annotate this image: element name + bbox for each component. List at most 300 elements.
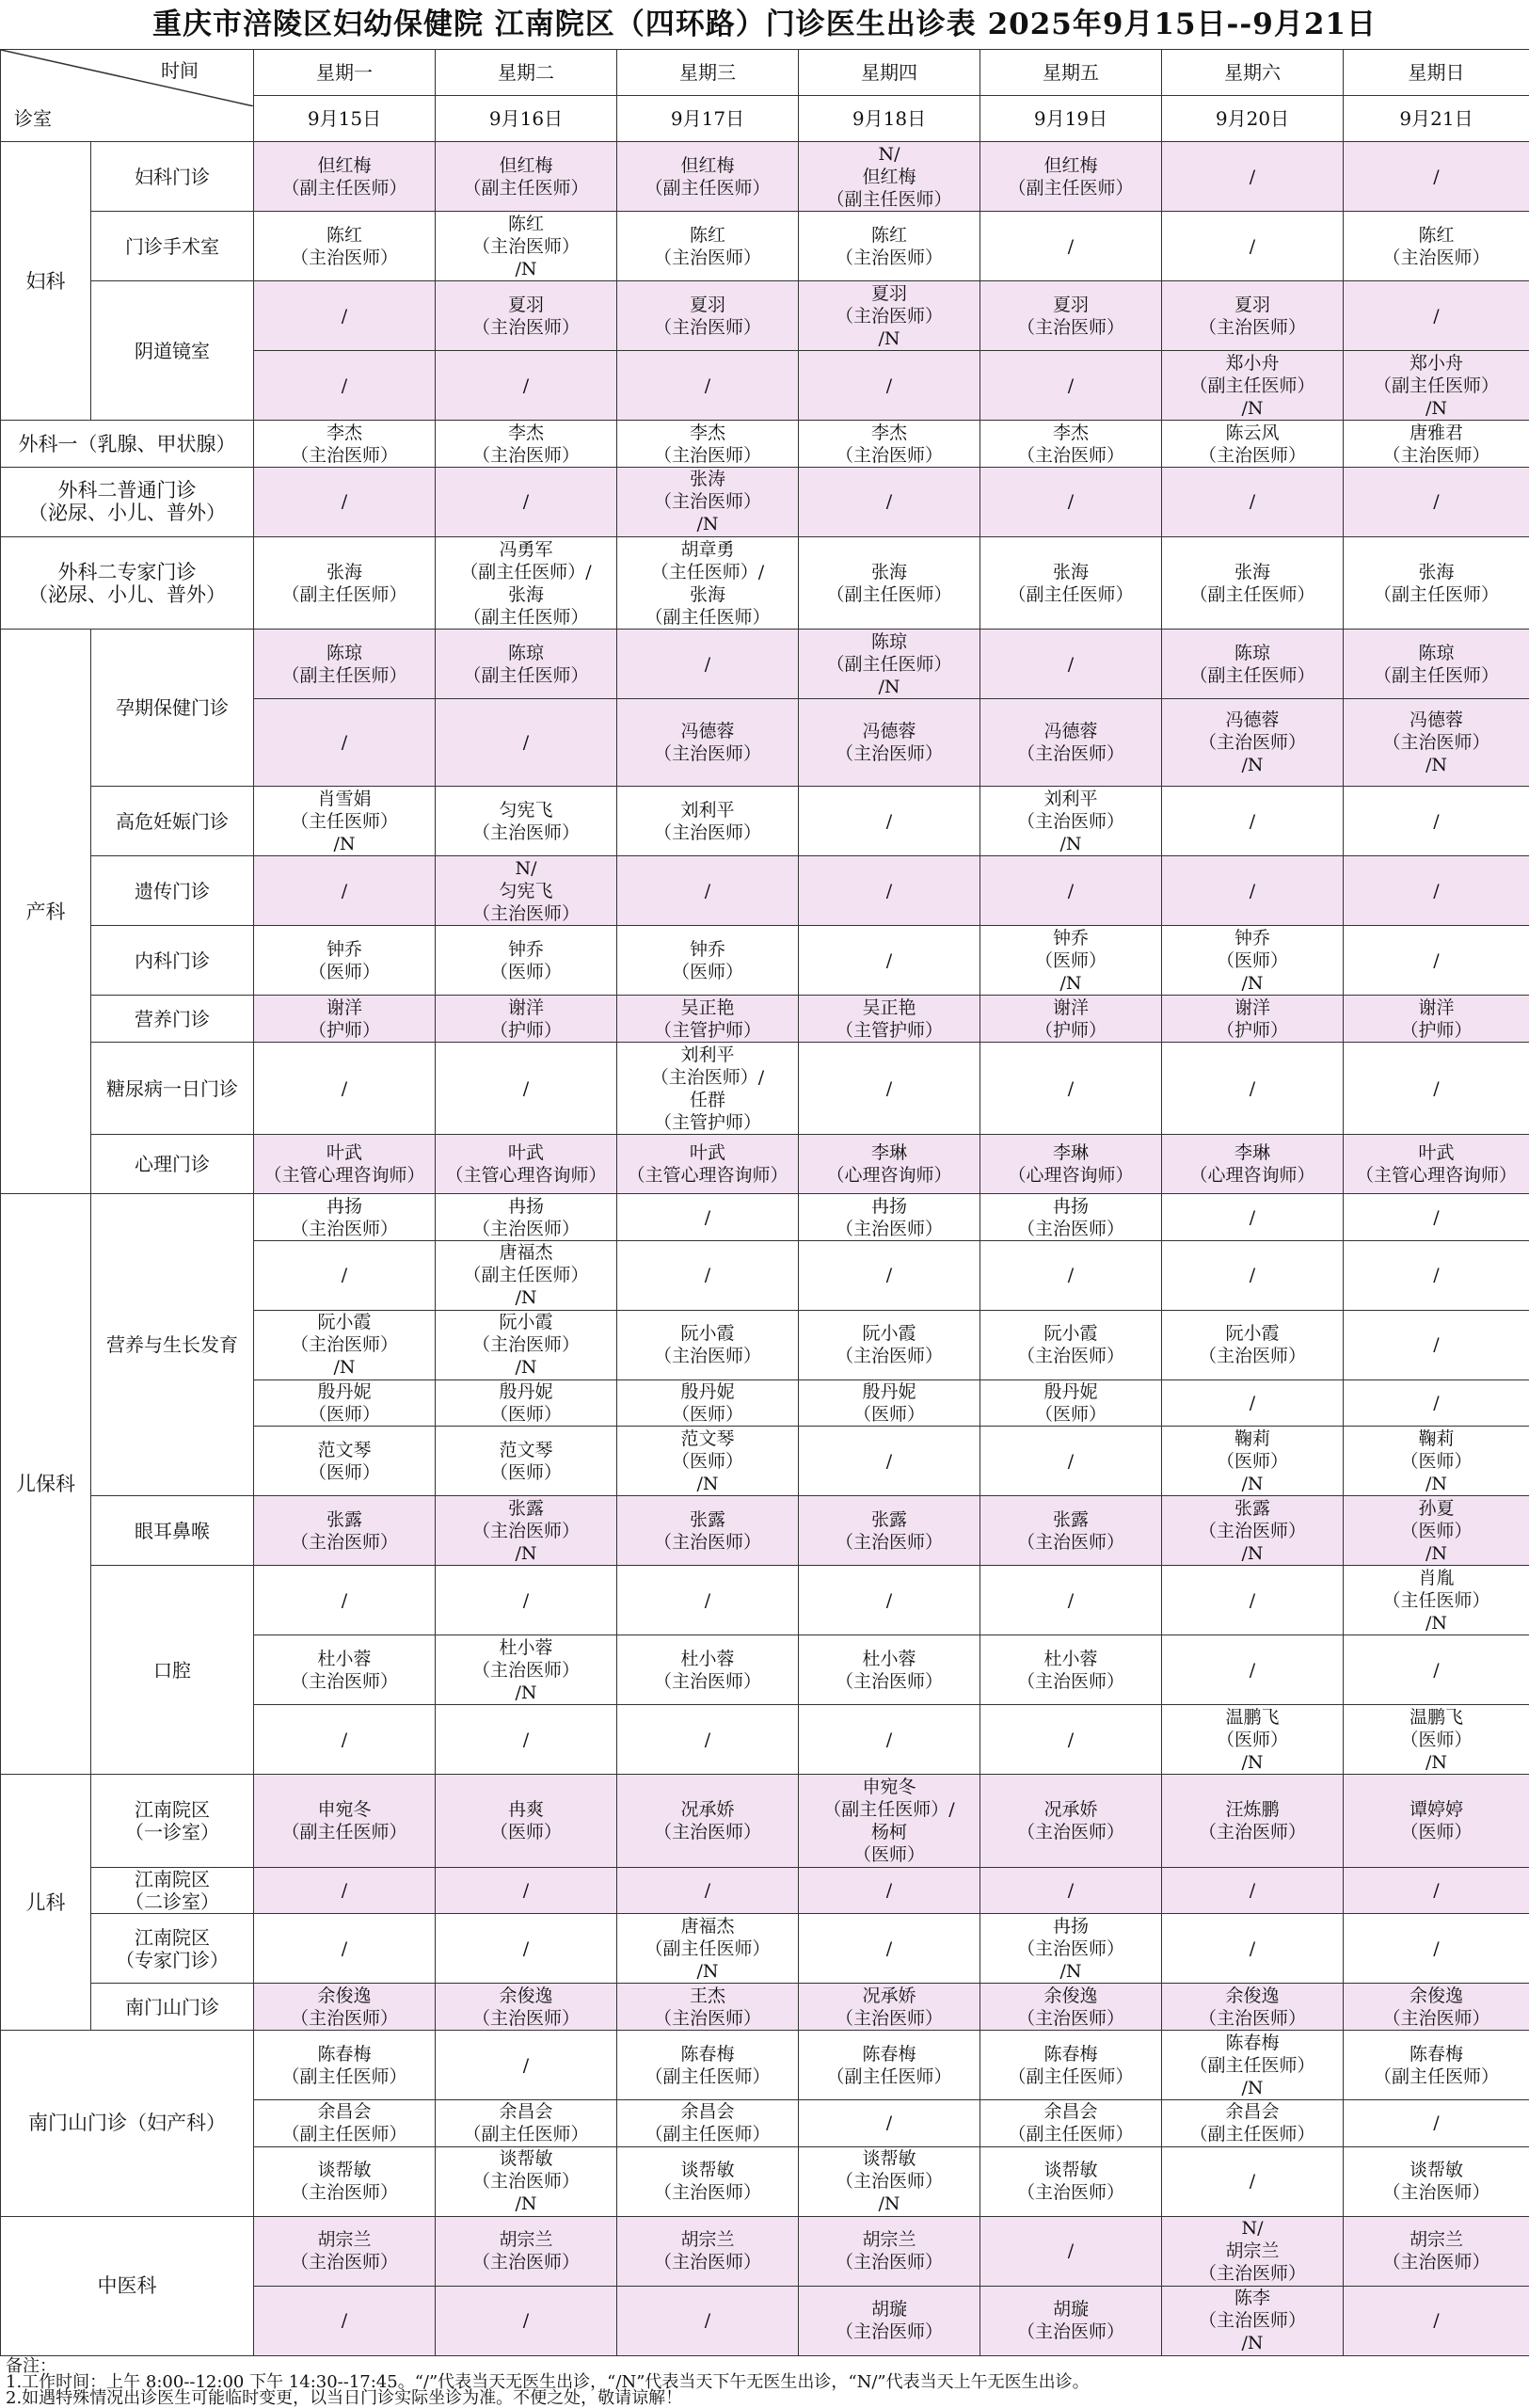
schedule-cell: 李琳 （心理咨询师） [799, 1135, 980, 1194]
schedule-cell: 张露 （主治医师） [254, 1496, 436, 1566]
schedule-cell: 唐福杰 （副主任医师） /N [436, 1240, 617, 1310]
schedule-cell: 叶武 （主管心理咨询师） [254, 1135, 436, 1194]
schedule-cell: 殷丹妮 （医师） [254, 1379, 436, 1427]
schedule-cell: 刘利平 （主治医师）/ 任群 （主管护师） [617, 1043, 799, 1135]
schedule-cell: 谈帮敏 （主治医师） [617, 2146, 799, 2216]
schedule-row [1, 1135, 1529, 1194]
schedule-cell: 冯德蓉 （主治医师） /N [1162, 699, 1344, 787]
weekday-header: 星期六 [1162, 50, 1344, 96]
schedule-cell: 陈春梅 （副主任医师） /N [1162, 2031, 1344, 2100]
schedule-cell: / [254, 1043, 436, 1135]
schedule-cell: / [1344, 926, 1529, 996]
schedule-cell: / [1344, 1914, 1529, 1984]
schedule-cell: 谈帮敏 （主治医师） /N [436, 2146, 617, 2216]
schedule-cell: 胡璇 （主治医师） [980, 2286, 1162, 2355]
schedule-cell: / [617, 1867, 799, 1914]
date-header: 9月19日 [980, 96, 1162, 142]
schedule-cell: 但红梅 （副主任医师） [617, 142, 799, 212]
schedule-row [1, 2031, 1529, 2100]
dept-cell: 外科二专家门诊 （泌尿、小儿、普外） [1, 536, 254, 629]
schedule-cell: 胡宗兰 （主治医师） [436, 2216, 617, 2286]
schedule-cell: 陈春梅 （副主任医师） [1344, 2031, 1529, 2100]
schedule-cell: 叶武 （主管心理咨询师） [617, 1135, 799, 1194]
schedule-cell: 阮小霞 （主治医师） /N [254, 1310, 436, 1379]
schedule-cell: / [1344, 1310, 1529, 1379]
schedule-cell: 陈春梅 （副主任医师） [254, 2031, 436, 2100]
schedule-cell: / [980, 2216, 1162, 2286]
schedule-cell: / [1162, 856, 1344, 926]
schedule-cell: 谈帮敏 （主治医师） [254, 2146, 436, 2216]
dept-cell: 产科 [1, 630, 91, 1194]
schedule-cell: 陈琼 （副主任医师） [1344, 630, 1529, 699]
schedule-cell: / [1162, 142, 1344, 212]
schedule-cell: 冯德蓉 （主治医师） /N [1344, 699, 1529, 787]
schedule-cell: 殷丹妮 （医师） [436, 1379, 617, 1427]
schedule-cell: 钟乔 （医师） [617, 926, 799, 996]
schedule-cell: 陈琼 （副主任医师） /N [799, 630, 980, 699]
schedule-cell: 谢洋 （护师） [436, 996, 617, 1043]
schedule-cell: 李杰 （主治医师） [436, 421, 617, 468]
schedule-cell: 杜小蓉 （主治医师） [617, 1635, 799, 1705]
schedule-cell: 郑小舟 （副主任医师） /N [1344, 351, 1529, 421]
schedule-cell: 冉扬 （主治医师） [436, 1194, 617, 1241]
notes-line-1: 1.工作时间：上午 8:00--12:00 下午 14:30--17:45。“/”代表当天无医生出诊，“/N”代表当天下午无医生出诊，“N/”代表当天上午无医生出诊。 [6, 2374, 1523, 2390]
schedule-cell: 钟乔 （医师） [436, 926, 617, 996]
weekday-header: 星期二 [436, 50, 617, 96]
schedule-cell: / [1162, 1240, 1344, 1310]
schedule-cell: 冉扬 （主治医师） /N [980, 1914, 1162, 1984]
schedule-cell: / [617, 1566, 799, 1635]
schedule-cell: 阮小霞 （主治医师） [617, 1310, 799, 1379]
clinic-cell: 心理门诊 [91, 1135, 254, 1194]
schedule-cell: N/ 但红梅 （副主任医师） [799, 142, 980, 212]
schedule-cell: / [254, 1705, 436, 1775]
schedule-cell: 冯德蓉 （主治医师） [799, 699, 980, 787]
clinic-cell: 营养与生长发育 [91, 1194, 254, 1496]
clinic-cell: 孕期保健门诊 [91, 630, 254, 787]
schedule-cell: 胡宗兰 （主治医师） [254, 2216, 436, 2286]
schedule-cell: 冯勇军 （副主任医师）/ 张海 （副主任医师） [436, 536, 617, 629]
schedule-cell: / [799, 1240, 980, 1310]
schedule-cell: 余俊逸 （主治医师） [1162, 1984, 1344, 2031]
schedule-cell: 陈琼 （副主任医师） [1162, 630, 1344, 699]
schedule-cell: 唐雅君 （主治医师） [1344, 421, 1529, 468]
schedule-cell: 鞠莉 （医师） /N [1162, 1427, 1344, 1496]
schedule-cell: 谢洋 （护师） [1162, 996, 1344, 1043]
schedule-cell: 李杰 （主治医师） [617, 421, 799, 468]
dept-cell: 南门山门诊（妇产科） [1, 2031, 254, 2217]
schedule-cell: / [254, 699, 436, 787]
date-header: 9月21日 [1344, 96, 1529, 142]
schedule-cell: / [436, 1705, 617, 1775]
schedule-cell: 陈云风 （主治医师） [1162, 421, 1344, 468]
schedule-cell: 余昌会 （副主任医师） [254, 2100, 436, 2147]
clinic-cell: 妇科门诊 [91, 142, 254, 212]
schedule-cell: 陈春梅 （副主任医师） [617, 2031, 799, 2100]
schedule-cell: / [799, 926, 980, 996]
schedule-cell: 李杰 （主治医师） [254, 421, 436, 468]
schedule-cell: 申宛冬 （副主任医师）/ 杨柯 （医师） [799, 1775, 980, 1867]
schedule-cell: / [617, 1705, 799, 1775]
corner-header-cell [1, 50, 254, 142]
schedule-cell: 余俊逸 （主治医师） [980, 1984, 1162, 2031]
clinic-cell: 阴道镜室 [91, 281, 254, 421]
schedule-cell: 谈帮敏 （主治医师） /N [799, 2146, 980, 2216]
clinic-cell: 江南院区 （专家门诊） [91, 1914, 254, 1984]
schedule-cell: 张露 （主治医师） /N [436, 1496, 617, 1566]
schedule-cell: 李琳 （心理咨询师） [980, 1135, 1162, 1194]
schedule-cell: / [436, 699, 617, 787]
schedule-cell: / [1162, 1914, 1344, 1984]
schedule-cell: / [980, 467, 1162, 536]
schedule-cell: 阮小霞 （主治医师） /N [436, 1310, 617, 1379]
schedule-cell: 余俊逸 （主治医师） [1344, 1984, 1529, 2031]
schedule-cell: 阮小霞 （主治医师） [799, 1310, 980, 1379]
schedule-cell: 张涛 （主治医师） /N [617, 467, 799, 536]
schedule-cell: / [436, 2286, 617, 2355]
schedule-cell: / [799, 1427, 980, 1496]
schedule-cell: 刘利平 （主治医师） [617, 787, 799, 856]
schedule-cell: 杜小蓉 （主治医师） [254, 1635, 436, 1705]
schedule-cell: 冯德蓉 （主治医师） [617, 699, 799, 787]
schedule-row [1, 1775, 1529, 1867]
schedule-cell: / [980, 1705, 1162, 1775]
schedule-cell: / [436, 467, 617, 536]
dept-cell: 外科二普通门诊 （泌尿、小儿、普外） [1, 467, 254, 536]
schedule-cell: / [1162, 1566, 1344, 1635]
schedule-cell: 谈帮敏 （主治医师） [1344, 2146, 1529, 2216]
schedule-cell: / [254, 1566, 436, 1635]
schedule-cell: / [1162, 2146, 1344, 2216]
schedule-cell: / [254, 856, 436, 926]
schedule-cell: 陈琼 （副主任医师） [254, 630, 436, 699]
schedule-row [1, 142, 1529, 212]
schedule-cell: 李杰 （主治医师） [799, 421, 980, 468]
schedule-cell: / [617, 856, 799, 926]
schedule-cell: 余昌会 （副主任医师） [980, 2100, 1162, 2147]
schedule-cell: / [1344, 787, 1529, 856]
schedule-cell: 张海 （副主任医师） [1162, 536, 1344, 629]
schedule-cell: 温鹏飞 （医师） /N [1162, 1705, 1344, 1775]
schedule-cell: 胡璇 （主治医师） [799, 2286, 980, 2355]
schedule-cell: 孙夏 （医师） /N [1344, 1496, 1529, 1566]
schedule-cell: 陈春梅 （副主任医师） [799, 2031, 980, 2100]
schedule-cell: / [254, 1914, 436, 1984]
schedule-cell: 张露 （主治医师） [617, 1496, 799, 1566]
schedule-cell: 张海 （副主任医师） [254, 536, 436, 629]
clinic-cell: 遗传门诊 [91, 856, 254, 926]
schedule-cell: 胡宗兰 （主治医师） [799, 2216, 980, 2286]
schedule-cell: / [1162, 787, 1344, 856]
schedule-cell: / [1344, 1867, 1529, 1914]
date-header: 9月15日 [254, 96, 436, 142]
schedule-cell: 范文琴 （医师） [436, 1427, 617, 1496]
schedule-cell: / [799, 351, 980, 421]
schedule-row [1, 856, 1529, 926]
schedule-cell: / [436, 1566, 617, 1635]
schedule-cell: 申宛冬 （副主任医师） [254, 1775, 436, 1867]
dept-cell: 儿科 [1, 1775, 91, 2031]
schedule-cell: 但红梅 （副主任医师） [436, 142, 617, 212]
schedule-cell: / [980, 1043, 1162, 1135]
schedule-cell: 吴正艳 （主管护师） [799, 996, 980, 1043]
schedule-cell: 谢洋 （护师） [254, 996, 436, 1043]
schedule-cell: 吴正艳 （主管护师） [617, 996, 799, 1043]
schedule-cell: 夏羽 （主治医师） [617, 281, 799, 351]
clinic-cell: 江南院区 （一诊室） [91, 1775, 254, 1867]
schedule-cell: / [436, 2031, 617, 2100]
schedule-cell: / [1162, 1635, 1344, 1705]
schedule-cell: / [1162, 212, 1344, 281]
schedule-cell: 阮小霞 （主治医师） [980, 1310, 1162, 1379]
schedule-cell: / [436, 351, 617, 421]
schedule-cell: 杜小蓉 （主治医师） /N [436, 1635, 617, 1705]
notes-heading: 备注： [6, 2358, 1523, 2374]
schedule-cell: 张露 （主治医师） [980, 1496, 1162, 1566]
schedule-cell: 温鹏飞 （医师） /N [1344, 1705, 1529, 1775]
schedule-cell: / [980, 1566, 1162, 1635]
schedule-cell: / [617, 1194, 799, 1241]
schedule-cell: 殷丹妮 （医师） [617, 1379, 799, 1427]
schedule-cell: 陈琼 （副主任医师） [436, 630, 617, 699]
schedule-cell: 陈红 （主治医师） [799, 212, 980, 281]
schedule-cell: 陈红 （主治医师） [1344, 212, 1529, 281]
schedule-row [1, 1043, 1529, 1135]
schedule-row [1, 1867, 1529, 1914]
schedule-cell: 叶武 （主管心理咨询师） [436, 1135, 617, 1194]
schedule-cell: 谭婷婷 （医师） [1344, 1775, 1529, 1867]
schedule-cell: 谢洋 （护师） [1344, 996, 1529, 1043]
schedule-cell: / [254, 1867, 436, 1914]
schedule-table [0, 49, 1529, 2356]
schedule-cell: 况承娇 （主治医师） [617, 1775, 799, 1867]
weekday-header-row [1, 50, 1529, 96]
schedule-cell: 夏羽 （主治医师） [1162, 281, 1344, 351]
notes-section [0, 2356, 1529, 2405]
schedule-row [1, 467, 1529, 536]
schedule-cell: 李琳 （心理咨询师） [1162, 1135, 1344, 1194]
schedule-cell: / [980, 1867, 1162, 1914]
clinic-cell: 高危妊娠门诊 [91, 787, 254, 856]
clinic-cell: 门诊手术室 [91, 212, 254, 281]
schedule-cell: / [980, 630, 1162, 699]
schedule-cell: 叶武 （主管心理咨询师） [1344, 1135, 1529, 1194]
schedule-cell: 陈红 （主治医师） [254, 212, 436, 281]
schedule-cell: 殷丹妮 （医师） [799, 1379, 980, 1427]
schedule-cell: 汪炼鹏 （主治医师） [1162, 1775, 1344, 1867]
schedule-cell: / [799, 2100, 980, 2147]
schedule-row [1, 212, 1529, 281]
schedule-row [1, 630, 1529, 699]
schedule-cell: 冉扬 （主治医师） [254, 1194, 436, 1241]
schedule-cell: 夏羽 （主治医师） [436, 281, 617, 351]
notes-line-2: 2.如遇特殊情况出诊医生可能临时变更，以当日门诊实际坐诊为准。不便之处，敬请谅解！ [6, 2390, 1523, 2406]
schedule-cell: / [436, 1914, 617, 1984]
schedule-cell: 鞠莉 （医师） /N [1344, 1427, 1529, 1496]
schedule-cell: 郑小舟 （副主任医师） /N [1162, 351, 1344, 421]
schedule-row [1, 536, 1529, 629]
schedule-cell: 刘利平 （主治医师） /N [980, 787, 1162, 856]
schedule-cell: / [1162, 467, 1344, 536]
schedule-cell: / [799, 1705, 980, 1775]
schedule-cell: 唐福杰 （副主任医师） /N [617, 1914, 799, 1984]
clinic-cell: 眼耳鼻喉 [91, 1496, 254, 1566]
clinic-cell: 糖尿病一日门诊 [91, 1043, 254, 1135]
schedule-cell: 肖胤 （主任医师） /N [1344, 1566, 1529, 1635]
schedule-cell: 殷丹妮 （医师） [980, 1379, 1162, 1427]
schedule-cell: 李杰 （主治医师） [980, 421, 1162, 468]
clinic-cell: 口腔 [91, 1566, 254, 1775]
schedule-cell: 但红梅 （副主任医师） [980, 142, 1162, 212]
schedule-cell: 阮小霞 （主治医师） [1162, 1310, 1344, 1379]
schedule-cell: 张海 （副主任医师） [980, 536, 1162, 629]
schedule-cell: / [254, 467, 436, 536]
schedule-cell: 范文琴 （医师） /N [617, 1427, 799, 1496]
schedule-cell: 余昌会 （副主任医师） [617, 2100, 799, 2147]
schedule-cell: / [1162, 1194, 1344, 1241]
schedule-cell: / [980, 1240, 1162, 1310]
schedule-row [1, 1914, 1529, 1984]
clinic-cell: 营养门诊 [91, 996, 254, 1043]
schedule-cell: 冉扬 （主治医师） [980, 1194, 1162, 1241]
schedule-cell: 余昌会 （副主任医师） [436, 2100, 617, 2147]
corner-diagonal-line [1, 50, 254, 106]
schedule-cell: 但红梅 （副主任医师） [254, 142, 436, 212]
clinic-cell: 南门山门诊 [91, 1984, 254, 2031]
clinic-cell: 江南院区 （二诊室） [91, 1867, 254, 1914]
schedule-cell: / [254, 1240, 436, 1310]
schedule-row [1, 926, 1529, 996]
schedule-row [1, 1194, 1529, 1241]
schedule-cell: / [1344, 1635, 1529, 1705]
weekday-header: 星期日 [1344, 50, 1529, 96]
schedule-cell: / [1344, 2100, 1529, 2147]
schedule-row [1, 281, 1529, 351]
schedule-cell: / [1344, 1240, 1529, 1310]
schedule-cell: 陈春梅 （副主任医师） [980, 2031, 1162, 2100]
schedule-cell: / [1162, 1867, 1344, 1914]
schedule-cell: / [799, 1914, 980, 1984]
schedule-cell: 张海 （副主任医师） [1344, 536, 1529, 629]
schedule-cell: 范文琴 （医师） [254, 1427, 436, 1496]
schedule-cell: 肖雪娟 （主任医师） /N [254, 787, 436, 856]
schedule-row [1, 787, 1529, 856]
weekday-header: 星期五 [980, 50, 1162, 96]
schedule-cell: 张海 （副主任医师） [799, 536, 980, 629]
schedule-cell: 谈帮敏 （主治医师） [980, 2146, 1162, 2216]
schedule-row [1, 996, 1529, 1043]
schedule-cell: / [1344, 2286, 1529, 2355]
schedule-cell: / [1162, 1043, 1344, 1135]
schedule-cell: / [1344, 1194, 1529, 1241]
schedule-cell: 冉爽 （医师） [436, 1775, 617, 1867]
schedule-cell: / [617, 630, 799, 699]
schedule-cell: 陈李 （主治医师） /N [1162, 2286, 1344, 2355]
schedule-cell: 钟乔 （医师） /N [980, 926, 1162, 996]
schedule-cell: / [799, 1566, 980, 1635]
page-title: 重庆市涪陵区妇幼保健院 江南院区（四环路）门诊医生出诊表 2025年9月15日--9月21日 [0, 0, 1529, 49]
schedule-cell: 张露 （主治医师） /N [1162, 1496, 1344, 1566]
weekday-header: 星期三 [617, 50, 799, 96]
weekday-header: 星期四 [799, 50, 980, 96]
schedule-cell: / [799, 787, 980, 856]
schedule-cell: / [1344, 1379, 1529, 1427]
schedule-cell: / [254, 2286, 436, 2355]
schedule-cell: 张露 （主治医师） [799, 1496, 980, 1566]
schedule-cell: 况承娇 （主治医师） [980, 1775, 1162, 1867]
date-header: 9月20日 [1162, 96, 1344, 142]
schedule-cell: / [436, 1043, 617, 1135]
dept-cell: 妇科 [1, 142, 91, 421]
schedule-cell: / [617, 1240, 799, 1310]
schedule-cell: / [799, 1867, 980, 1914]
schedule-cell: / [799, 1043, 980, 1135]
schedule-cell: 胡宗兰 （主治医师） [617, 2216, 799, 2286]
schedule-row [1, 1566, 1529, 1635]
schedule-cell: 冯德蓉 （主治医师） [980, 699, 1162, 787]
schedule-cell: / [1344, 467, 1529, 536]
dept-cell: 外科一（乳腺、甲状腺） [1, 421, 254, 468]
schedule-cell: / [254, 351, 436, 421]
schedule-cell: 陈红 （主治医师） [617, 212, 799, 281]
schedule-cell: / [799, 467, 980, 536]
schedule-cell: N/ 胡宗兰 （主治医师） [1162, 2216, 1344, 2286]
dept-cell: 中医科 [1, 2216, 254, 2355]
schedule-cell: 陈红 （主治医师） /N [436, 212, 617, 281]
schedule-cell: 杜小蓉 （主治医师） [980, 1635, 1162, 1705]
schedule-cell: / [617, 2286, 799, 2355]
schedule-cell: 匀宪飞 （主治医师） [436, 787, 617, 856]
schedule-cell: / [980, 212, 1162, 281]
schedule-cell: 余昌会 （副主任医师） [1162, 2100, 1344, 2147]
clinic-cell: 内科门诊 [91, 926, 254, 996]
room-label: 诊室 [14, 107, 52, 130]
schedule-cell: / [254, 281, 436, 351]
schedule-cell: 胡宗兰 （主治医师） [1344, 2216, 1529, 2286]
schedule-cell: 况承娇 （主治医师） [799, 1984, 980, 2031]
schedule-cell: / [1344, 1043, 1529, 1135]
schedule-cell: N/ 匀宪飞 （主治医师） [436, 856, 617, 926]
date-header: 9月18日 [799, 96, 980, 142]
schedule-cell: / [980, 351, 1162, 421]
schedule-cell: 冉扬 （主治医师） [799, 1194, 980, 1241]
schedule-cell: / [617, 351, 799, 421]
time-label: 时间 [161, 59, 199, 82]
schedule-cell: / [980, 856, 1162, 926]
schedule-cell: / [799, 856, 980, 926]
schedule-cell: 钟乔 （医师） /N [1162, 926, 1344, 996]
schedule-cell: / [436, 1867, 617, 1914]
schedule-row [1, 421, 1529, 468]
date-header: 9月16日 [436, 96, 617, 142]
schedule-cell: / [1344, 281, 1529, 351]
schedule-cell: 余俊逸 （主治医师） [254, 1984, 436, 2031]
schedule-row [1, 1984, 1529, 2031]
date-header: 9月17日 [617, 96, 799, 142]
schedule-cell: / [1344, 142, 1529, 212]
schedule-row [1, 1496, 1529, 1566]
schedule-cell: / [1344, 856, 1529, 926]
schedule-cell: 钟乔 （医师） [254, 926, 436, 996]
schedule-cell: 杜小蓉 （主治医师） [799, 1635, 980, 1705]
weekday-header: 星期一 [254, 50, 436, 96]
schedule-cell: / [980, 1427, 1162, 1496]
schedule-cell: 余俊逸 （主治医师） [436, 1984, 617, 2031]
dept-cell: 儿保科 [1, 1194, 91, 1775]
schedule-cell: 夏羽 （主治医师） [980, 281, 1162, 351]
schedule-cell: / [1162, 1379, 1344, 1427]
schedule-row [1, 2216, 1529, 2286]
